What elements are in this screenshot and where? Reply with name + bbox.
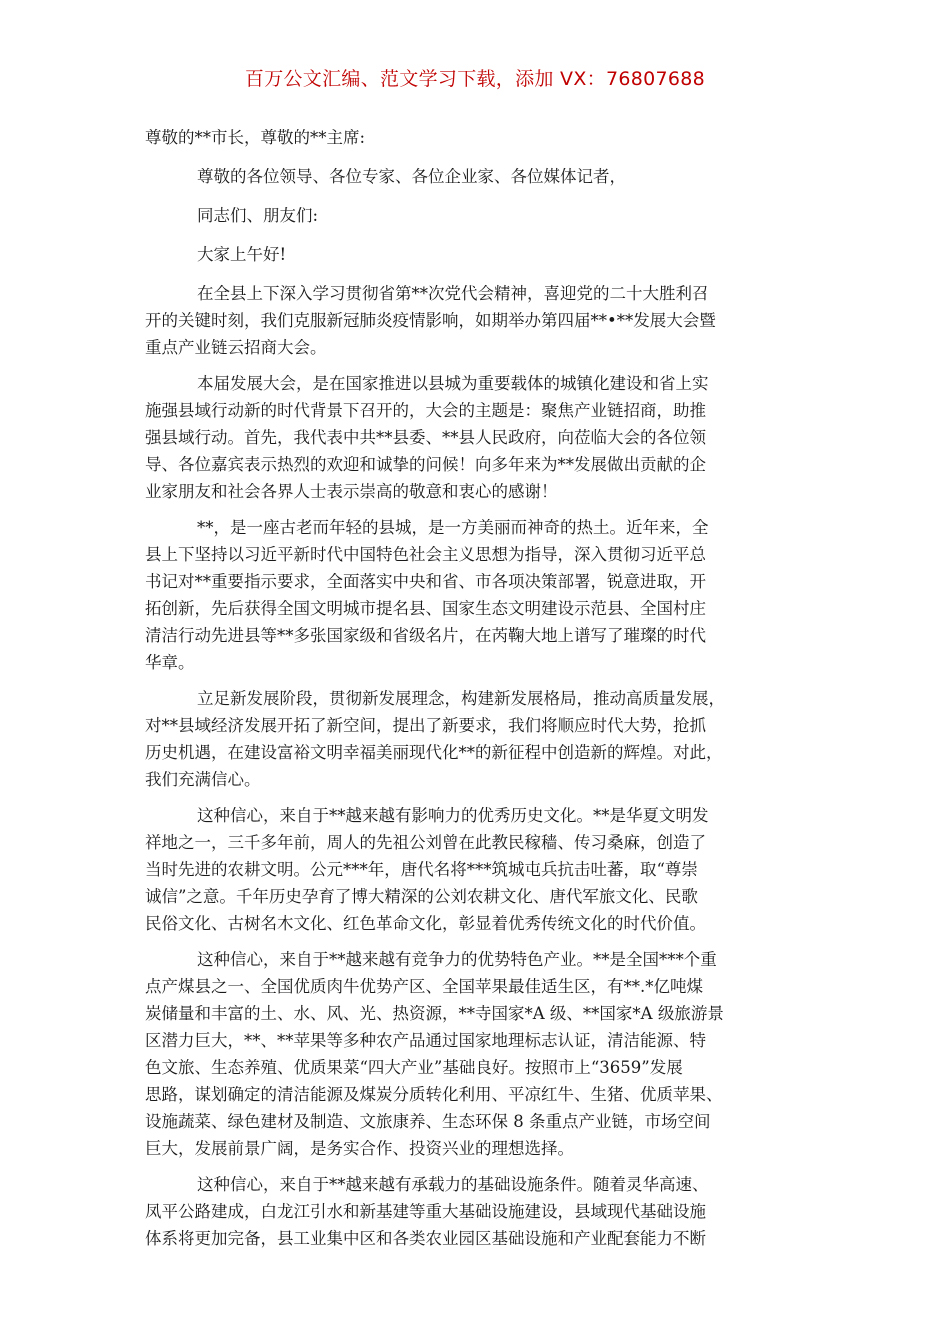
paragraph-line: 本届发展大会，是在国家推进以县城为重要载体的城镇化建设和省上实: [197, 374, 709, 393]
paragraph-line: 当时先进的农耕文明。公元***年，唐代名将***筑城屯兵抗击吐蕃，取“尊崇: [145, 860, 698, 879]
paragraph-line: 凤平公路建成，白龙江引水和新基建等重大基础设施建设，县域现代基础设施: [145, 1202, 706, 1221]
paragraph-line: 书记对**重要指示要求，全面落实中央和省、市各项决策部署，锐意进取，开: [145, 572, 706, 591]
salutation-line: 尊敬的**市长，尊敬的**主席:: [145, 128, 366, 147]
paragraph-line: 清洁行动先进县等**多张国家级和省级名片，在芮鞠大地上谱写了璀璨的时代: [145, 626, 706, 645]
paragraph-line: 立足新发展阶段，贯彻新发展理念，构建新发展格局，推动高质量发展，: [197, 689, 725, 708]
paragraph-line: 县上下坚持以习近平新时代中国特色社会主义思想为指导，深入贯彻习近平总: [145, 545, 706, 564]
paragraph-line: 重点产业链云招商大会。: [145, 338, 327, 357]
paragraph-line: 巨大，发展前景广阔，是务实合作、投资兴业的理想选择。: [145, 1139, 574, 1158]
paragraph-line: 色文旅、生态养殖、优质果菜“四大产业”基础良好。按照市上“3659”发展: [145, 1058, 683, 1077]
paragraph-line: 体系将更加完备，县工业集中区和各类农业园区基础设施和产业配套能力不断: [145, 1229, 706, 1248]
paragraph-3: [145, 514, 807, 676]
paragraph-line: 导、各位嘉宾表示热烈的欢迎和诚挚的问候！向多年来为**发展做出贡献的企: [145, 455, 706, 474]
paragraph-line: 祥地之一，三千多年前，周人的先祖公刘曾在此教民稼穑、传习桑麻，创造了: [145, 833, 706, 852]
paragraph-7: [145, 1171, 807, 1252]
paragraph-line: 这种信心，来自于**越来越有影响力的优秀历史文化。**是华夏文明发: [197, 806, 709, 825]
greeting-morning: 大家上午好!: [197, 245, 287, 264]
paragraph-line: 历史机遇，在建设富裕文明幸福美丽现代化**的新征程中创造新的辉煌。对此，: [145, 743, 723, 762]
paragraph-line: 思路，谋划确定的清洁能源及煤炭分质转化利用、平凉红牛、生猪、优质苹果、: [145, 1085, 723, 1104]
paragraph-line: 在全县上下深入学习贯彻省第**次党代会精神，喜迎党的二十大胜利召: [197, 284, 709, 303]
greeting-audience: 尊敬的各位领导、各位专家、各位企业家、各位媒体记者，: [197, 167, 626, 186]
paragraph-line: 区潜力巨大，**、**苹果等多种农产品通过国家地理标志认证，清洁能源、特: [145, 1031, 706, 1050]
paragraph-line: 设施蔬菜、绿色建材及制造、文旅康养、生态环保 8 条重点产业链，市场空间: [145, 1112, 711, 1131]
paragraph-5: [145, 802, 807, 937]
paragraph-line: 点产煤县之一、全国优质肉牛优势产区、全国苹果最佳适生区，有**.*亿吨煤: [145, 977, 703, 996]
paragraph-2: [145, 370, 807, 505]
paragraph-line: **，是一座古老而年轻的县城，是一方美丽而神奇的热土。近年来，全: [197, 518, 709, 537]
speech-body: [145, 124, 807, 1261]
paragraph-line: 我们充满信心。: [145, 770, 261, 789]
paragraph-1: [145, 280, 807, 361]
paragraph-line: 开的关键时刻，我们克服新冠肺炎疫情影响，如期举办第四届**•**发展大会暨: [145, 311, 716, 330]
greeting-comrades: 同志们、朋友们:: [197, 206, 319, 225]
paragraph-line: 华章。: [145, 653, 195, 672]
paragraph-line: 拓创新，先后获得全国文明城市提名县、国家生态文明建设示范县、全国村庄: [145, 599, 706, 618]
paragraph-line: 这种信心，来自于**越来越有竞争力的优势特色产业。**是全国***个重: [197, 950, 717, 969]
paragraph-line: 对**县域经济发展开拓了新空间，提出了新要求，我们将顺应时代大势，抢抓: [145, 716, 706, 735]
paragraph-line: 诚信”之意。千年历史孕育了博大精深的公刘农耕文化、唐代军旅文化、民歌: [145, 887, 698, 906]
paragraph-6: [145, 946, 807, 1162]
paragraph-line: 民俗文化、古树名木文化、红色革命文化，彰显着优秀传统文化的时代价值。: [145, 914, 706, 933]
paragraph-line: 强县域行动。首先，我代表中共**县委、**县人民政府，向莅临大会的各位领: [145, 428, 706, 447]
header-banner: 百万公文汇编、范文学习下载，添加 VX：76807688: [244, 68, 706, 90]
paragraph-4: [145, 685, 807, 793]
paragraph-line: 炭储量和丰富的土、水、风、光、热资源，**寺国家*A 级、**国家*A 级旅游景: [145, 1004, 724, 1023]
paragraph-line: 这种信心，来自于**越来越有承载力的基础设施条件。随着灵华高速、: [197, 1175, 709, 1194]
paragraph-line: 业家朋友和社会各界人士表示崇高的敬意和衷心的感谢！: [145, 482, 558, 501]
paragraph-line: 施强县域行动新的时代背景下召开的，大会的主题是：聚焦产业链招商，助推: [145, 401, 706, 420]
